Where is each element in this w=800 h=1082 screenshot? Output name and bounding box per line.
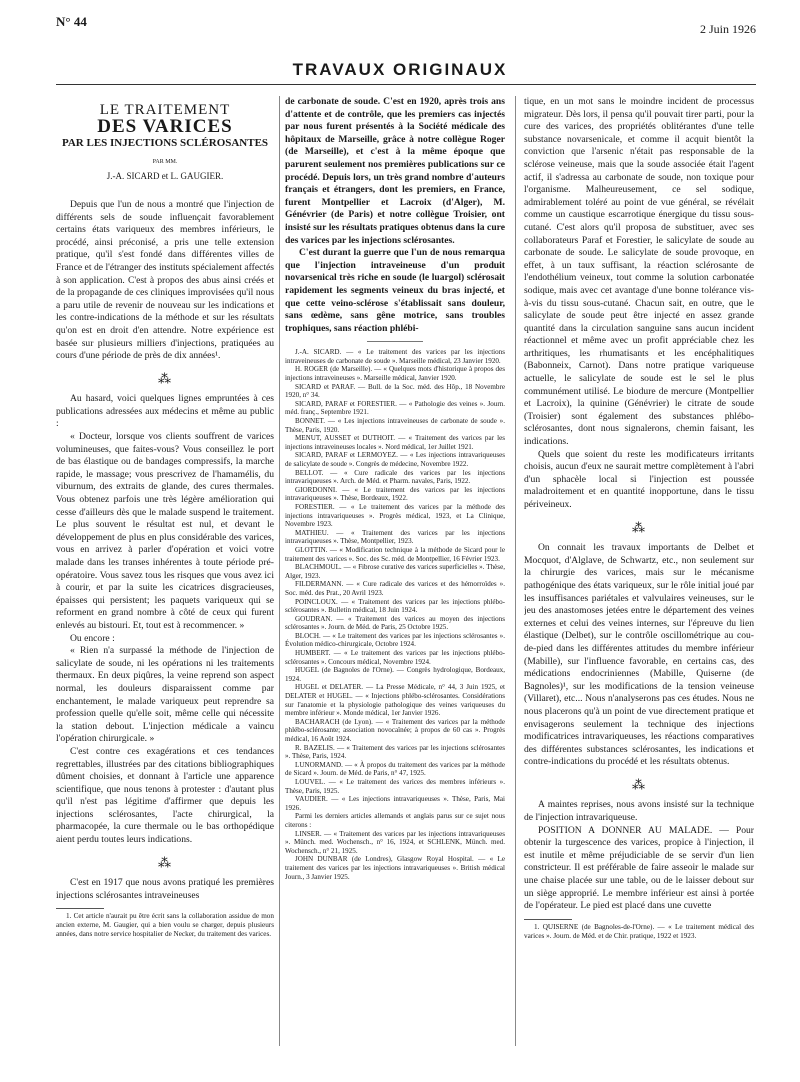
issue-number: N° 44: [56, 14, 87, 29]
paragraph: A maintes reprises, nous avons insisté sur la technique de l'injection intravariqueuse.: [524, 799, 754, 824]
reference-item: MATHIEU. — « Traitement des varices par les injections intravariqueuses ». Thèse, Montpellier, 1923.: [285, 528, 505, 546]
paragraph: C'est contre ces exagérations et ces tendances regrettables, illustrées par des citations bibliographiques dûment choisies, et donnant à l'article une apparence scientifique, que nous tenons à protester : d'autant plus qu'il n'est pas légitime d'affirmer que depuis les injections sclérosantes, l'acte chirurgical, la pharmacopée, la cure thermale ou le bas orthopédique aient perdu toutes leurs indications.: [56, 745, 274, 846]
reference-item: BELLOT. — « Cure radicale des varices par les injections intravariqueuses ». Arch. de Méd. et Pharm. navales, Paris, 1922.: [285, 468, 505, 486]
reference-item: J.-A. SICARD. — « Le traitement des varices par les injections intraveineuses de carbonate de soude ». Marseille médical, 23 Janvier 1920.: [285, 348, 505, 365]
reference-item: BLACHMOUL. — « Fibrose curative des varices superficielles ». Thèse, Alger, 1923.: [285, 563, 505, 580]
references-list: [285, 348, 505, 881]
section-title: TRAVAUX ORIGINAUX: [292, 60, 508, 79]
reference-item: HUGEL et DELATER. — La Presse Médicale, n° 44, 3 Juin 1925, et DELATER et HUGEL. — « Injections phlébo-sclérosantes. Considérations sur l'anatomie et la physiologie pathologique des veines variqueuses du membre inférieur ». Monde médical, 1er Janvier 1926.: [285, 683, 505, 718]
reference-item: POINCLOUX. — « Traitement des varices par les injections phlébo-sclérosantes ». Bulletin médical, 18 Juin 1924.: [285, 597, 505, 615]
header-rule: [56, 84, 756, 85]
column-3: [524, 96, 754, 1066]
paragraph: C'est durant la guerre que l'un de nous remarqua que l'injection intraveineuse d'un produit novarsenical très riche en soude (le luargol) sclérosait rapidement les segments veineux du bras injecté, et que cette veino-sclérose s'établissait sans douleur, sans œdème, sans gêne motrice, sans troubles trophiques, sans réaction phlébi-: [285, 247, 505, 334]
column-1: [56, 96, 274, 1066]
article-title-line1: LE TRAITEMENT: [99, 102, 231, 118]
reference-item: Parmi les derniers articles allemands et anglais parus sur ce sujet nous citerons :: [285, 812, 505, 829]
paragraph: tique, en un mot sans le moindre incident de processus migrateur. Dès lors, il pensa qu'il pouvait tirer parti, pour la cure des varices, des propriétés oblitérantes d'une telle substance novarsenicale, et comme il acquit bientôt la conviction que l'arsenic n'était pas responsable de la sclérose veineuse, mais que la soude associée était l'agent actif, il s'adressa au carbonate de soude, non toxique pour l'organisme. Malheureusement, ce sel sodique, admirablement toléré au point de vue général, se révélait comme un caustique escarrotique énergique du tissu sous-cutané. C'est alors qu'il proposa de substituer, avec ses collaborateurs Paraf et Forestier, le salicylate de soude au carbonate de soude. Le salicylate de soude provoque, en effet, à un taux suffisant, la réaction sclérosante de l'endothélium veineux, tout comme la solution carbonatée sodique, mais avec cet avantage d'une bonne tolérance vis-à-vis du tissu sous-cutané. Chacun sait, en outre, que le salicylate de soude peut être injecté en assez grande quantité dans la circulation sanguine sans aucun incident réactionnel et même avec un profit appréciable chez les arthritiques, les rhumatisants et les encéphalitiques (Babonneix, Carnot). Dans notre pratique variqueuse actuelle, le salicylate de soude est le sel le plus communément utilisé. Le biodure de mercure (Montpellier et Lacroix), la quinine (Génévrier) le citrate de soude (Troisier) sont également des substances phlébo-sclérosantes, dont nous signalerons, chemin faisant, les indications.: [524, 96, 754, 448]
article-authors: J.-A. SICARD et L. GAUGIER.: [106, 171, 224, 182]
section-stars: ⁂: [158, 370, 172, 386]
footnote: 1. QUISERNE (de Bagnoles-de-l'Orne). — « Le traitement médical des varices ». Journ. de Méd. et de Chir. pratique, 1922 et 1923.: [524, 922, 754, 940]
reference-item: MENUT, AUSSET et DUTHOIT. — « Traitement des varices par les injections intraveineuses locales ». Nord médical, 1er Juillet 1921.: [285, 434, 505, 451]
section-stars: ⁂: [158, 854, 172, 870]
reference-item: H. ROGER (de Marseille). — « Quelques mots d'historique à propos des injections intraveineuses ». Marseille médical, Janvier 1920.: [285, 365, 505, 383]
reference-item: SICARD et PARAF. — Bull. de la Soc. méd. des Hôp., 18 Novembre 1920, n° 34.: [285, 382, 505, 400]
paragraph: Quels que soient du reste les modificateurs irritants choisis, aucun d'eux ne saurait mettre complètement à l'abri d'un sphacèle local si l'injection est poussée maladroitement et en quantité inopportune, dans le tissu périveineux.: [524, 448, 754, 510]
byline-prefix: PAR MM.: [152, 158, 178, 165]
reference-item: SICARD, PARAF et LERMOYEZ. — « Les injections intravariqueuses de salicylate de soude ». Congrès de médecine, Novembre 1922.: [285, 451, 505, 468]
column-2: [285, 96, 505, 1066]
reference-item: FILDERMANN. — « Cure radicale des varices et des hémorroïdes ». Soc. méd. des Prat., 20 Avril 1923.: [285, 580, 505, 597]
paragraph: de carbonate de soude. C'est en 1920, après trois ans d'attente et de contrôle, que les premiers cas injectés par nous furent présentés à la Société médicale des hôpitaux de Marseille, grâce à notre collègue Roger (de Marseille), et c'est à la même époque que parurent seulement nos premières publications sur ce procédé. Depuis lors, un très grand nombre d'auteurs français et étrangers, dont les premiers, en France, furent Montpellier et Lacroix (d'Alger), M. Génévrier (de Paris) et notre collègue Troisier, ont insisté sur les résultats pratiques obtenus dans la cure des varices par les injections sclérosantes.: [285, 96, 505, 246]
subsection-heading: POSITION A DONNER AU MALADE.: [538, 824, 713, 836]
paragraph: C'est en 1917 que nous avons pratiqué les premières injections sclérosantes intraveineuses: [56, 877, 274, 901]
article-title-line2: DES VARICES: [97, 115, 233, 137]
reference-item: JOHN DUNBAR (de Londres), Glasgow Royal Hospital. — « Le traitement des varices par les injections intravariqueuses ». British médical Journ., 3 Janvier 1925.: [285, 855, 505, 881]
section-stars: ⁂: [632, 776, 646, 792]
paragraph: [524, 825, 754, 913]
paragraph: Depuis que l'un de nous a montré que l'injection de différents sels de soude influençait favorablement certains états variqueux des membres inférieurs, le procédé, ainsi préconisé, a pris une telle extension pratique, qu'il s'est fondé dans différentes villes de France et de l'étranger des instituts spécialement affectés à son application. C'est à propos des abus ainsi créés et de la propagande de ces cliniques improvisées qu'il nous a paru utile de revenir de nouveau sur les indications et les contre-indications de la méthode et sur les résultats qu'on est en droit d'en attendre. Notre expérience est basée sur plusieurs milliers d'injections, pratiquées au cours d'une période de près de dix années¹.: [56, 198, 274, 362]
reference-item: LUNORMAND. — « À propos du traitement des varices par la méthode de Sicard ». Journ. de Méd. de Paris, n° 47, 1925.: [285, 760, 505, 778]
reference-item: HUMBERT. — « Le traitement des varices par les injections phlébo-sclérosantes ». Concours médical, Novembre 1924.: [285, 649, 505, 666]
reference-item: LOUVEL. — « Le traitement des varices des membres inférieurs ». Thèse, Paris, 1925.: [285, 777, 505, 795]
footnote: 1. Cet article n'aurait pu être écrit sans la collaboration assidue de mon ancien externe, M. Gaugier, qui a bien voulu se charger, depuis plusieurs années, dans notre service hospitalier de Necker, du traitement des varices.: [56, 912, 274, 939]
reference-item: FORESTIER. — « Le traitement des varices par la méthode des injections intravariqueuses ». Progrès médical, 1923, et La Clinique, Novembre 1923.: [285, 502, 505, 529]
reference-item: LINSER. — « Traitement des varices par les injections intravariqueuses ». Münch. med. Wochensch., n° 16, 1924, et SCHLENK, Münch. med. Wochensch., n° 21, 1925.: [285, 829, 505, 855]
reference-item: BONNET. — « Les injections intraveineuses de carbonate de soude ». Thèse, Paris, 1920.: [285, 417, 505, 434]
article-title-line3: PAR LES INJECTIONS SCLÉROSANTES: [61, 137, 269, 150]
reference-item: HUGEL (de Bagnoles de l'Orne). — Congrès hydrologique, Bordeaux, 1924.: [285, 666, 505, 683]
paragraph: On connait les travaux importants de Delbet et Mocquot, d'Alglave, de Schwartz, etc., non seulement sur la chirurgie des varices, mais sur le mécanisme pathogénique des états variqueux, sur le rôle initial joué par les insuffisances pariétales et valvulaires veineuses, sur le jeu des anastomoses jetées entre le département des veines externes et celui des veines internes, sur l'épreuve du lien élastique (Delbet), sur le contrôle oscillométrique au cou-de-pied dans les différentes attitudes du membre inférieur (Mabille), sur l'influence favorable, en certains cas, des médications endocriniennes (Mabille, Quiserne (de Bagnoles)¹, sur les modifications de la tension veineuse (Villaret), etc... Nous n'analyserons pas ces études. Nous ne nous placerons qu'à un point de vue directement pratique et envisagerons seulement la technique des injections modificatrices intravariqueuses, les réactions comparatives des différentes substances sclérosantes, les indications et contre-indications du procédé et les résultats obtenus.: [524, 542, 754, 768]
quotation: « Rien n'a surpassé la méthode de l'injection de salicylate de soude, ni les opérations ni les traitements thermaux. En deux piqûres, la veine reprend son aspect normal, les douleurs disparaissent comme par enchantement, le malade variqueux peut reprendre sa profession quelle qu'elle soit, même celle qui nécessite la station debout. L'injection médicale a vaincu l'opération chirurgicale. »: [56, 645, 274, 745]
reference-item: BACHARACH (de Lyon). — « Traitement des varices par la méthode phlébo-sclérosante; association novocaïnée; à propos de 60 cas ». Progrès médical, 16 Août 1924.: [285, 717, 505, 743]
reference-item: GIORDONNI. — « Le traitement des varices par les injections intravariqueuses ». Thèse, Bordeaux, 1922.: [285, 485, 505, 503]
reference-item: VAUDIER. — « Les injections intravariqueuses ». Thèse, Paris, Mai 1926.: [285, 795, 505, 812]
issue-date: 2 Juin 1926: [699, 22, 756, 36]
paragraph: Ou encore :: [70, 632, 115, 644]
section-stars: ⁂: [632, 519, 646, 535]
quotation: « Docteur, lorsque vos clients souffrent de varices volumineuses, que faites-vous? Vous conseillez le port de bas élastique ou de bandages compressifs, la marche rapide, le massage; vous prescrivez de l'hamamélis, du viburnum, des extraits de glande, des cures thermales. Vous obtenez parfois une très légère amélioration qui cesse d'ailleurs dès que le malade suspend le traitement. Le plus souvent le résultat est nul, et devant le développement de plus en plus considérable des varices, vous en arrivez à parler d'opération et voici votre malade dans les transes inhérentes à toute période pré-opératoire. Vous savez tous les risques que vous avez ici à courir, et par la suite les cicatrices disgracieuses, épaisses qui persistent; les paquets variqueux qui se reforment en grand nombre à côté de ceux qui furent enlevés au bistouri. Et, tout est à recommencer. »: [56, 431, 274, 631]
column-divider: [515, 96, 516, 1046]
column-divider: [279, 96, 280, 1046]
footnote-rule: [524, 919, 572, 920]
reference-item: GLOTTIN. — « Modification technique à la méthode de Sicard pour le traitement des varices ». Soc. des Sc. méd. de Montpellier, 16 Février 1923.: [285, 545, 505, 563]
reference-item: SICARD, PARAF et FORESTIER. — « Pathologie des veines ». Journ. méd. franç., Septembre 1921.: [285, 399, 505, 417]
footnote-rule: [56, 908, 104, 909]
reference-item: GOUDRAN. — « Traitement des varices au moyen des injections sclérosantes ». Journ. de Méd. de Paris, 25 Octobre 1925.: [285, 614, 505, 632]
references-rule: [367, 341, 423, 342]
paragraph-body: — Pour obtenir la turgescence des varices, propice à l'injection, il est inutile et même préjudiciable de se servir d'un lien constricteur. Il est préférable de faire asseoir le malade sur une chaise placée sur une table, ou de le laisser debout sur un siège approprié. Le membre inférieur est ainsi à portée de l'opérateur. Le pied est placé dans une cuvette: [524, 824, 754, 912]
paragraph: Au hasard, voici quelques lignes empruntées à ces publications adressées aux médecins et même au public :: [56, 393, 274, 430]
reference-item: BLOCH. — « Le traitement des varices par les injections sclérosantes ». Évolution médico-chirurgicale, Octobre 1924.: [285, 631, 505, 649]
reference-item: R. BAZELIS. — « Traitement des varices par les injections sclérosantes ». Thèse, Paris, 1924.: [285, 743, 505, 761]
